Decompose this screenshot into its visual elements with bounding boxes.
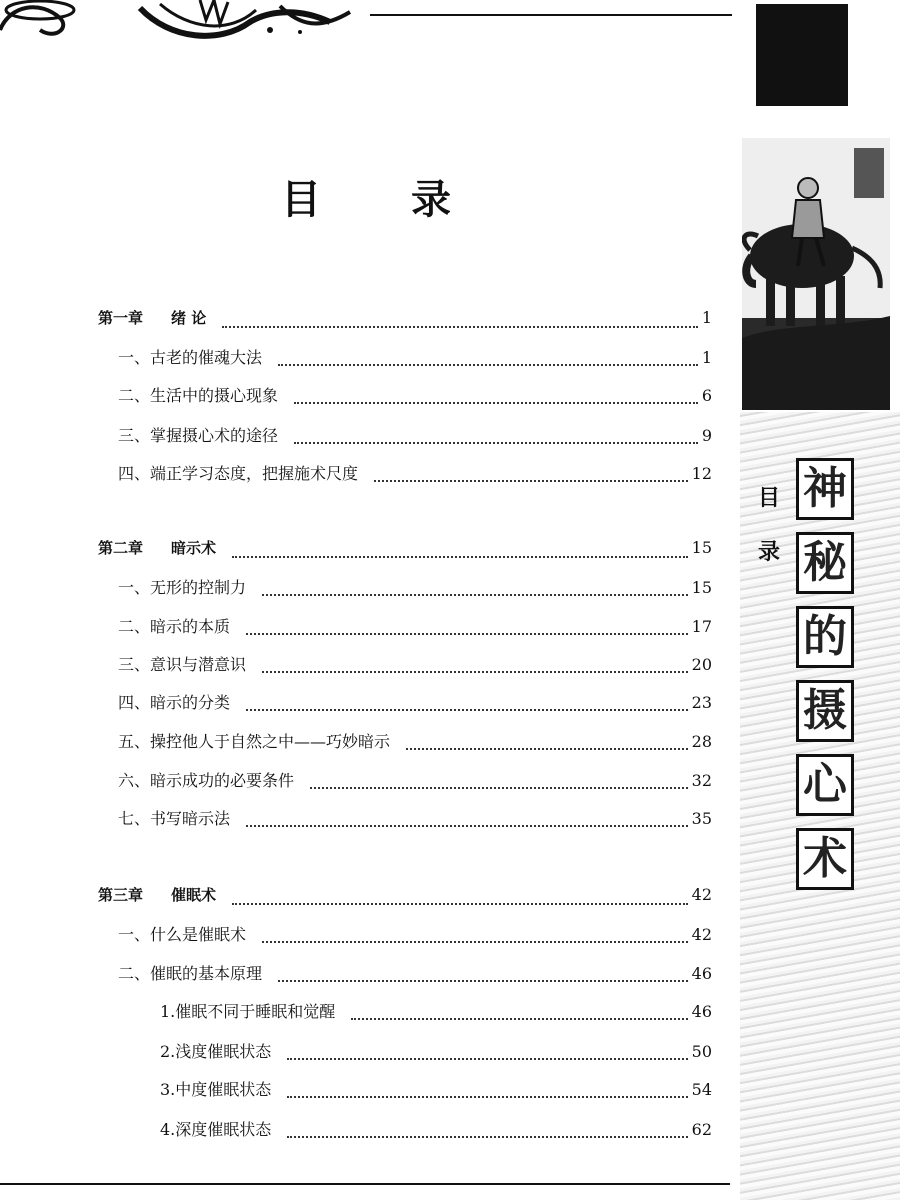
dot-leader — [406, 747, 688, 750]
dot-leader — [278, 979, 688, 982]
dot-leader — [262, 940, 688, 943]
toc-page-number: 9 — [701, 426, 712, 445]
dot-leader — [232, 555, 688, 558]
toc-entry-label: 二、暗示的本质 — [118, 617, 231, 636]
toc-page-number: 1 — [701, 348, 712, 367]
toc-entry-label: 二、生活中的摄心现象 — [118, 386, 279, 405]
toc-entry-label: 三、掌握摄心术的途径 — [118, 426, 279, 445]
dot-leader — [222, 325, 698, 328]
toc-chapter-label: 第三章 催眠术 — [98, 886, 217, 904]
toc-entry-label: 一、什么是催眠术 — [118, 925, 247, 944]
toc-entry[interactable] — [118, 614, 712, 644]
book-title-char: 神 — [796, 458, 854, 520]
toc-entry[interactable] — [118, 575, 712, 605]
dot-leader — [246, 632, 688, 635]
toc-entry[interactable] — [118, 423, 712, 453]
toc-entry[interactable] — [118, 652, 712, 682]
toc-entry[interactable] — [118, 729, 712, 759]
book-title-char: 摄 — [796, 680, 854, 742]
toc-page-number: 1 — [701, 308, 712, 327]
toc-entry-label: 三、意识与潜意识 — [118, 655, 247, 674]
dot-leader — [246, 708, 688, 711]
dot-leader — [310, 786, 688, 789]
toc-chapter-label: 第一章 绪 论 — [98, 309, 207, 327]
toc-page-number: 15 — [691, 578, 712, 597]
dot-leader — [294, 401, 698, 404]
toc-entry-label: 4.深度催眠状态 — [160, 1120, 272, 1139]
toc-page-number: 62 — [691, 1120, 712, 1139]
dot-leader — [262, 670, 688, 673]
toc-subentry[interactable] — [160, 1077, 712, 1107]
toc-chapter-3[interactable] — [98, 884, 712, 914]
toc-entry[interactable] — [118, 461, 712, 491]
toc-entry-label: 一、古老的催魂大法 — [118, 348, 263, 367]
book-title-char: 的 — [796, 606, 854, 668]
toc-page-number: 6 — [701, 386, 712, 405]
toc-entry-label: 四、端正学习态度，把握施术尺度 — [118, 464, 359, 483]
toc-page-number: 35 — [691, 809, 712, 828]
dot-leader — [287, 1095, 687, 1098]
toc-subentry[interactable] — [160, 1117, 712, 1147]
toc-entry-label: 3.中度催眠状态 — [160, 1080, 272, 1099]
toc-entry-label: 四、暗示的分类 — [118, 693, 231, 712]
toc-entry-label: 五、操控他人于自然之中——巧妙暗示 — [118, 732, 391, 751]
page-title: 目 录 — [281, 177, 489, 223]
dot-leader — [262, 593, 688, 596]
book-title-char: 秘 — [796, 532, 854, 594]
buffalo-rider-illustration — [742, 138, 890, 410]
toc-subentry[interactable] — [160, 1039, 712, 1069]
toc-entry[interactable] — [118, 768, 712, 798]
book-title-char: 心 — [796, 754, 854, 816]
toc-subentry[interactable] — [160, 999, 712, 1029]
toc-page-number: 46 — [691, 964, 712, 983]
book-title-char: 术 — [796, 828, 854, 890]
toc-page-number: 28 — [691, 732, 712, 751]
dot-leader — [287, 1057, 687, 1060]
toc-page-number: 32 — [691, 771, 712, 790]
toc-entry[interactable] — [118, 922, 712, 952]
toc-entry-label: 2.浅度催眠状态 — [160, 1042, 272, 1061]
toc-page-number: 42 — [691, 885, 712, 904]
toc-entry[interactable] — [118, 961, 712, 991]
toc-entry-label: 一、无形的控制力 — [118, 578, 247, 597]
toc-entry[interactable] — [118, 806, 712, 836]
toc-page-number: 42 — [691, 925, 712, 944]
toc-entry-label: 1.催眠不同于睡眠和觉醒 — [160, 1002, 336, 1021]
dot-leader — [294, 441, 698, 444]
toc-page-number: 12 — [691, 464, 712, 483]
corner-block — [756, 4, 848, 106]
footer-rule — [0, 1183, 730, 1185]
toc-page-number: 23 — [691, 693, 712, 712]
side-book-title — [796, 458, 858, 902]
toc-page-number: 50 — [691, 1042, 712, 1061]
dot-leader — [374, 479, 688, 482]
dot-leader — [278, 363, 698, 366]
toc-entry-label: 二、催眠的基本原理 — [118, 964, 263, 983]
toc-chapter-1[interactable] — [98, 307, 712, 337]
toc-page-number: 20 — [691, 655, 712, 674]
dot-leader — [232, 902, 688, 905]
toc-page-number: 46 — [691, 1002, 712, 1021]
toc-chapter-2[interactable] — [98, 537, 712, 567]
toc-page-number: 17 — [691, 617, 712, 636]
toc-entry[interactable] — [118, 690, 712, 720]
dot-leader — [287, 1135, 687, 1138]
dot-leader — [246, 824, 688, 827]
dot-leader — [351, 1017, 687, 1020]
toc-page-number: 15 — [691, 538, 712, 557]
side-section-label: 目录 — [758, 486, 781, 565]
toc-chapter-label: 第二章 暗示术 — [98, 539, 217, 557]
toc-entry[interactable] — [118, 345, 712, 375]
toc-entry[interactable] — [118, 383, 712, 413]
toc-entry-label: 七、书写暗示法 — [118, 809, 231, 828]
toc-page-number: 54 — [691, 1080, 712, 1099]
toc-entry-label: 六、暗示成功的必要条件 — [118, 771, 295, 790]
